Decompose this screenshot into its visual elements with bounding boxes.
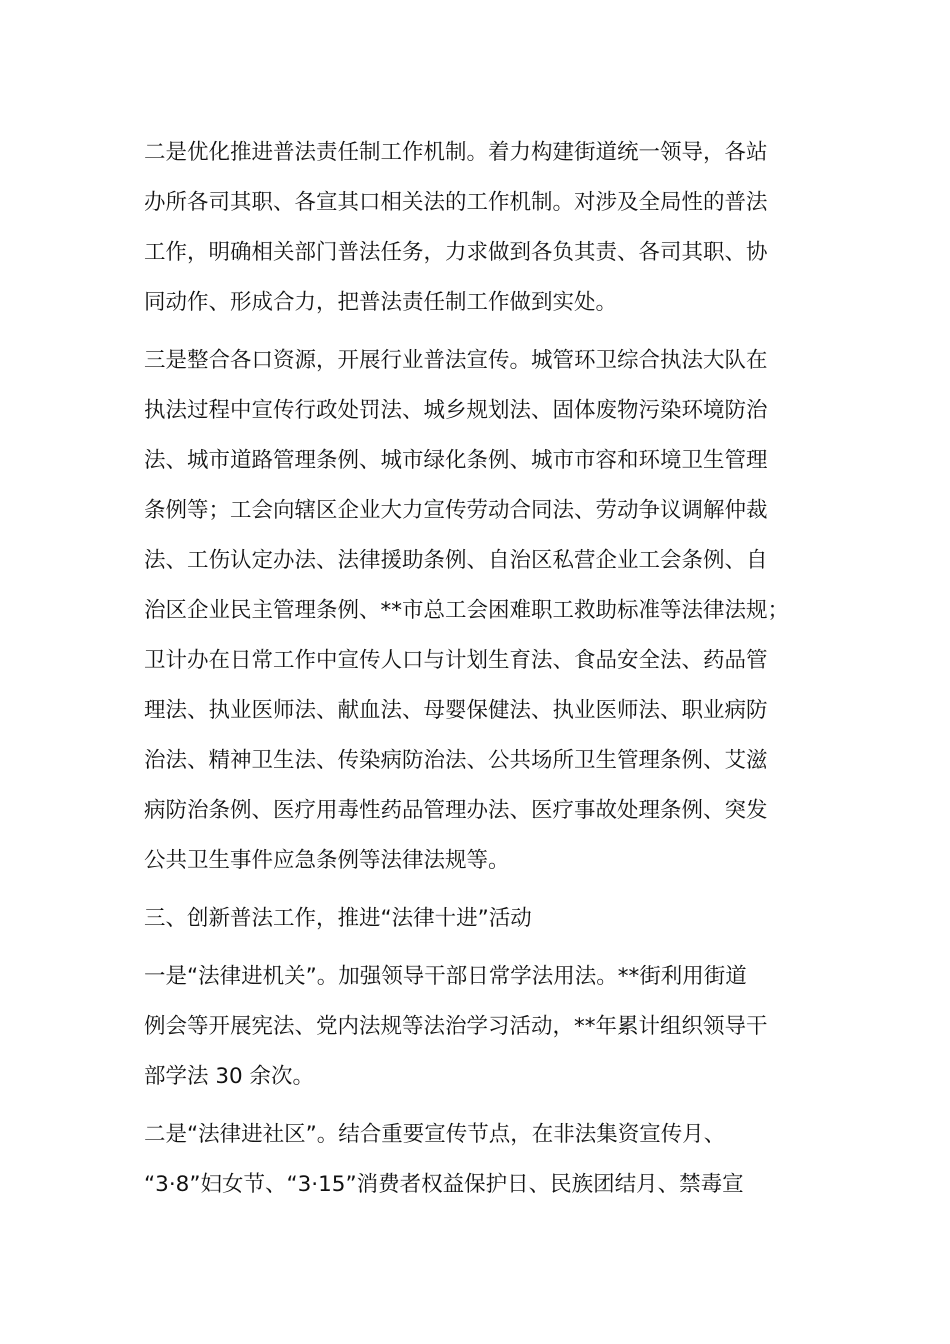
paragraph-responsibility-mechanism — [144, 128, 806, 328]
text-line: 执法过程中宣传行政处罚法、城乡规划法、固体废物污染环境防治 — [144, 398, 768, 423]
text-line: 公共卫生事件应急条例等法律法规等。 — [144, 848, 510, 873]
text-line: 一是“法律进机关”。加强领导干部日常学法用法。**街利用街道 — [144, 964, 747, 989]
text-line: 二是“法律进社区”。结合重要宣传节点，在非法集资宣传月、 — [144, 1122, 726, 1147]
text-line: “3·8”妇女节、“3·15”消费者权益保护日、民族团结月、禁毒宣 — [144, 1172, 744, 1197]
document-body — [144, 128, 806, 1218]
text-line: 卫计办在日常工作中宣传人口与计划生育法、食品安全法、药品管 — [144, 648, 768, 673]
text-line: 办所各司其职、各宣其口相关法的工作机制。对涉及全局性的普法 — [144, 190, 768, 215]
text-line: 二是优化推进普法责任制工作机制。着力构建街道统一领导，各站 — [144, 140, 768, 165]
paragraph-industry-publicity — [144, 336, 806, 886]
text-line: 工作，明确相关部门普法任务，力求做到各负其责、各司其职、协 — [144, 240, 768, 265]
text-line: 部学法 30 余次。 — [144, 1064, 315, 1089]
text-line: 同动作、形成合力，把普法责任制工作做到实处。 — [144, 290, 618, 315]
text-line: 法、工伤认定办法、法律援助条例、自治区私营企业工会条例、自 — [144, 548, 768, 573]
text-line: 三是整合各口资源，开展行业普法宣传。城管环卫综合执法大队在 — [144, 348, 768, 373]
text-line: 三、创新普法工作，推进“法律十进”活动 — [144, 906, 532, 931]
text-line: 法、城市道路管理条例、城市绿化条例、城市市容和环境卫生管理 — [144, 448, 768, 473]
text-line: 治法、精神卫生法、传染病防治法、公共场所卫生管理条例、艾滋 — [144, 748, 768, 773]
section-heading — [144, 894, 806, 944]
text-line: 治区企业民主管理条例、**市总工会困难职工救助标准等法律法规； — [144, 598, 790, 623]
text-line: 例会等开展宪法、党内法规等法治学习活动，**年累计组织领导干 — [144, 1014, 768, 1039]
paragraph-law-into-communities — [144, 1110, 806, 1210]
text-line: 条例等；工会向辖区企业大力宣传劳动合同法、劳动争议调解仲裁 — [144, 498, 768, 523]
paragraph-law-into-agencies — [144, 952, 806, 1102]
text-line: 病防治条例、医疗用毒性药品管理办法、医疗事故处理条例、突发 — [144, 798, 768, 823]
text-line: 理法、执业医师法、献血法、母婴保健法、执业医师法、职业病防 — [144, 698, 768, 723]
